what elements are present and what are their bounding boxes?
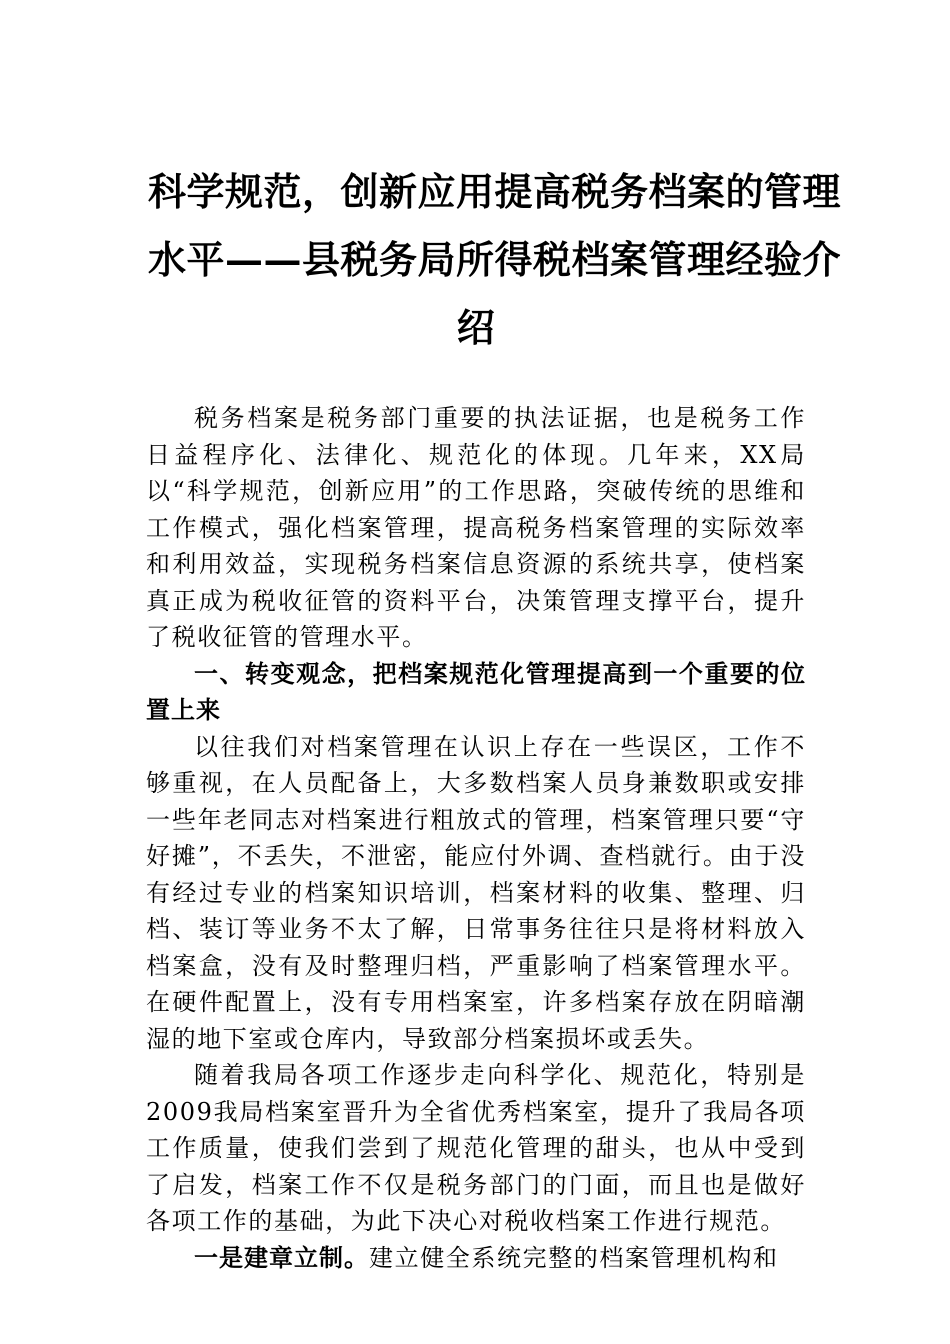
title-line-1: 科学规范，创新应用提高税务档案的管理 bbox=[148, 169, 842, 214]
section-heading-1: 一、转变观念，把档案规范化管理提高到一个重要的位置上来 bbox=[146, 659, 806, 724]
title-line-2: 水平——县税务局所得税档案管理经验介 bbox=[148, 237, 842, 282]
document-title bbox=[148, 158, 842, 362]
title-line-3: 绍 bbox=[456, 305, 496, 350]
body-paragraph-3 bbox=[146, 1240, 806, 1277]
document-body bbox=[146, 400, 806, 1276]
body-paragraph-1: 以往我们对档案管理在认识上存在一些误区，工作不够重视，在人员配备上，大多数档案人员身兼数职或安排一些年老同志对档案进行粗放式的管理，档案管理只要“守好摊”，不丢失，不泄密，能应付外调、查档就行。由于没有经过专业的档案知识培训，档案材料的收集、整理、归档、装订等业务不太了解，日常事务往往只是将材料放入档案盒，没有及时整理归档，严重影响了档案管理水平。在硬件配置上，没有专用档案室，许多档案存放在阴暗潮湿的地下室或仓库内，导致部分档案损坏或丢失。 bbox=[146, 732, 806, 1053]
body-paragraph-2: 随着我局各项工作逐步走向科学化、规范化，特别是2009我局档案室晋升为全省优秀档案室，提升了我局各项工作质量，使我们尝到了规范化管理的甜头，也从中受到了启发，档案工作不仅是税务部门的门面，而且也是做好各项工作的基础，为此下决心对税收档案工作进行规范。 bbox=[146, 1061, 806, 1235]
intro-paragraph: 税务档案是税务部门重要的执法证据，也是税务工作日益程序化、法律化、规范化的体现。几年来，XX局以“科学规范，创新应用”的工作思路，突破传统的思维和工作模式，强化档案管理，提高税务档案管理的实际效率和利用效益，实现税务档案信息资源的系统共享，使档案真正成为税收征管的资料平台，决策管理支撑平台，提升了税收征管的管理水平。 bbox=[146, 404, 806, 651]
subsection-text: 建立健全系统完整的档案管理机构和 bbox=[369, 1243, 779, 1272]
subsection-lead: 一是建章立制。 bbox=[194, 1243, 369, 1272]
